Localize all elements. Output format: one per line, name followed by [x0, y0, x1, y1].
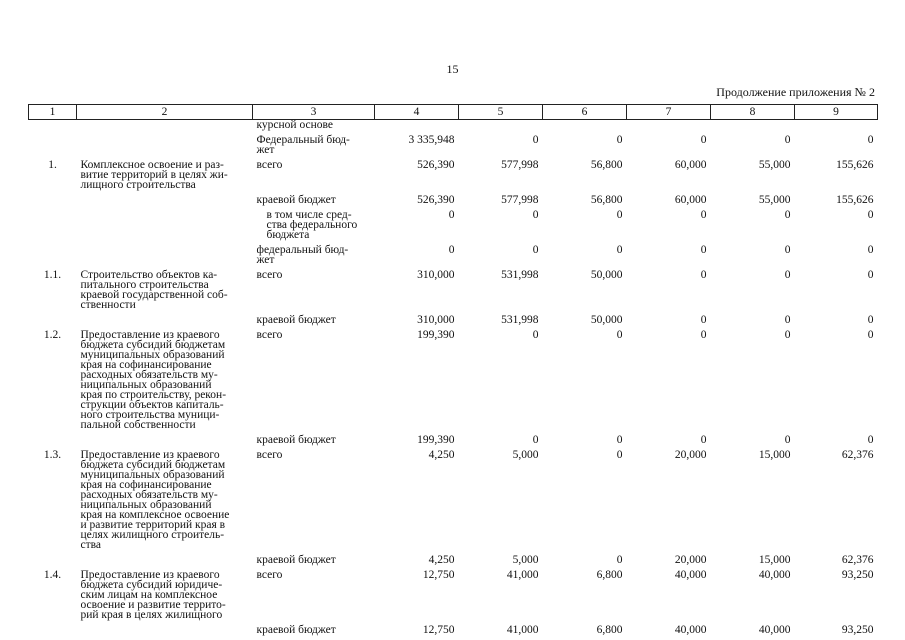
table-row [29, 445, 878, 550]
value-cell: 15,000 [758, 449, 791, 461]
value-cell: 0 [784, 134, 791, 146]
column-header: 5 [459, 105, 543, 120]
funding-source: всего [256, 329, 283, 341]
value-cell: 531,998 [501, 269, 539, 281]
value-cell: 4,250 [428, 449, 455, 461]
value-cell: 0 [784, 314, 791, 326]
value-cell: 60,000 [674, 159, 707, 171]
row-name: Комплексное освоение и раз- витие территорий в целях жи- лищного строительства [80, 159, 228, 191]
value-cell: 62,376 [841, 449, 874, 461]
row-number [29, 240, 77, 265]
row-number [29, 550, 77, 565]
row-number [29, 205, 77, 240]
value-cell [375, 120, 459, 131]
budget-table [28, 104, 878, 635]
value-cell: 62,376 [841, 554, 874, 566]
table-row [29, 310, 878, 325]
value-cell: 0 [616, 329, 623, 341]
value-cell: 0 [616, 434, 623, 446]
row-number: 1.2. [43, 329, 62, 341]
value-cell: 199,390 [417, 329, 455, 341]
value-cell: 0 [448, 209, 455, 221]
value-cell: 0 [532, 209, 539, 221]
value-cell: 310,000 [417, 314, 455, 326]
row-number [29, 130, 77, 155]
value-cell: 20,000 [674, 554, 707, 566]
value-cell: 0 [448, 244, 455, 256]
row-number [29, 430, 77, 445]
value-cell [543, 120, 627, 131]
funding-source: курсной основе [256, 119, 333, 131]
table-row [29, 265, 878, 310]
column-header: 7 [627, 105, 711, 120]
row-name: Предоставление из краевого бюджета субсидий бюджетам муниципальных образований края на софинансирование расходных обязательств му- ниципальных образований края по строительству, рекон- струкции объектов капиталь- ного строительства муници- пальной собственности [80, 329, 227, 431]
value-cell: 5,000 [512, 554, 539, 566]
page-number: 15 [446, 62, 459, 76]
funding-source: в том числе сред- ства федерального бюджета [266, 209, 358, 241]
value-cell: 12,750 [422, 569, 455, 581]
value-cell: 0 [616, 449, 623, 461]
funding-source: всего [256, 159, 283, 171]
value-cell: 0 [700, 269, 707, 281]
value-cell: 55,000 [758, 194, 791, 206]
row-name: Строительство объектов ка- питального строительства краевой государственной соб- ственности [80, 269, 228, 311]
value-cell: 41,000 [506, 624, 539, 636]
funding-source: краевой бюджет [256, 554, 336, 566]
table-row [29, 430, 878, 445]
funding-source: всего [256, 269, 283, 281]
value-cell: 0 [532, 434, 539, 446]
value-cell: 40,000 [758, 624, 791, 636]
table-row [29, 325, 878, 430]
row-name [77, 120, 253, 131]
value-cell: 0 [784, 244, 791, 256]
value-cell: 0 [616, 209, 623, 221]
table-row [29, 620, 878, 635]
value-cell: 55,000 [758, 159, 791, 171]
value-cell: 526,390 [417, 159, 455, 171]
value-cell: 40,000 [674, 569, 707, 581]
value-cell: 40,000 [758, 569, 791, 581]
value-cell: 577,998 [501, 159, 539, 171]
value-cell: 0 [532, 244, 539, 256]
column-header: 2 [77, 105, 253, 120]
value-cell: 0 [700, 329, 707, 341]
value-cell: 199,390 [417, 434, 455, 446]
value-cell: 155,626 [836, 194, 874, 206]
value-cell: 6,800 [596, 624, 623, 636]
row-number: 1.4. [43, 569, 62, 581]
value-cell: 0 [616, 554, 623, 566]
value-cell: 0 [700, 314, 707, 326]
table-row [29, 120, 878, 131]
row-number [29, 620, 77, 635]
row-name: Предоставление из краевого бюджета субсидий бюджетам муниципальных образований края на софинансирование расходных обязательств му- ниципальных образований края на комплексное освоение и развитие территорий края в целях жилищного строитель- ства [80, 449, 230, 551]
value-cell: 4,250 [428, 554, 455, 566]
value-cell: 15,000 [758, 554, 791, 566]
funding-source: Федеральный бюд- жет [256, 134, 350, 156]
table-header-row [29, 105, 878, 120]
row-name [77, 130, 253, 155]
value-cell: 41,000 [506, 569, 539, 581]
table-row [29, 240, 878, 265]
value-cell: 3 335,948 [408, 134, 455, 146]
value-cell: 6,800 [596, 569, 623, 581]
table-row [29, 205, 878, 240]
value-cell: 0 [700, 244, 707, 256]
row-name [77, 550, 253, 565]
value-cell: 0 [616, 244, 623, 256]
table-row [29, 190, 878, 205]
value-cell: 40,000 [674, 624, 707, 636]
value-cell: 50,000 [590, 314, 623, 326]
value-cell: 93,250 [841, 624, 874, 636]
value-cell: 0 [532, 134, 539, 146]
row-number [29, 120, 77, 131]
funding-source: всего [256, 449, 283, 461]
value-cell: 0 [532, 329, 539, 341]
value-cell: 526,390 [417, 194, 455, 206]
value-cell: 93,250 [841, 569, 874, 581]
value-cell: 0 [867, 434, 874, 446]
column-header: 4 [375, 105, 459, 120]
value-cell: 0 [616, 134, 623, 146]
funding-source: краевой бюджет [256, 624, 336, 636]
column-header: 6 [543, 105, 627, 120]
column-header: 9 [795, 105, 878, 120]
funding-source: федеральный бюд- жет [256, 244, 349, 266]
value-cell: 20,000 [674, 449, 707, 461]
row-number [29, 310, 77, 325]
value-cell: 5,000 [512, 449, 539, 461]
value-cell: 0 [867, 314, 874, 326]
row-name: Предоставление из краевого бюджета субсидий юридиче- ским лицам на комплексное освоение и развитие террито- рий края в целях жилищного [80, 569, 226, 621]
row-number [29, 190, 77, 205]
value-cell: 12,750 [422, 624, 455, 636]
row-name [77, 240, 253, 265]
value-cell: 310,000 [417, 269, 455, 281]
value-cell [627, 120, 711, 131]
row-number: 1.1. [43, 269, 62, 281]
row-name [77, 190, 253, 205]
value-cell: 0 [867, 134, 874, 146]
table-row [29, 130, 878, 155]
value-cell: 0 [784, 209, 791, 221]
value-cell: 0 [700, 134, 707, 146]
table-row [29, 565, 878, 620]
row-name [77, 620, 253, 635]
column-header: 8 [711, 105, 795, 120]
value-cell: 577,998 [501, 194, 539, 206]
value-cell: 0 [700, 209, 707, 221]
value-cell: 0 [700, 434, 707, 446]
value-cell: 0 [784, 329, 791, 341]
table-row [29, 550, 878, 565]
value-cell: 56,800 [590, 159, 623, 171]
value-cell: 60,000 [674, 194, 707, 206]
row-name [77, 430, 253, 445]
value-cell [795, 120, 878, 131]
value-cell: 0 [867, 244, 874, 256]
row-number: 1.3. [43, 449, 62, 461]
value-cell: 0 [784, 434, 791, 446]
value-cell [711, 120, 795, 131]
column-header: 3 [253, 105, 375, 120]
continuation-label: Продолжение приложения № 2 [716, 85, 875, 99]
row-number: 1. [48, 159, 57, 171]
funding-source: краевой бюджет [256, 434, 336, 446]
value-cell: 50,000 [590, 269, 623, 281]
funding-source: всего [256, 569, 283, 581]
funding-source: краевой бюджет [256, 194, 336, 206]
column-header: 1 [29, 105, 77, 120]
row-name [77, 205, 253, 240]
table-row [29, 155, 878, 190]
value-cell: 531,998 [501, 314, 539, 326]
row-name [77, 310, 253, 325]
table-body [29, 120, 878, 636]
value-cell: 0 [867, 209, 874, 221]
funding-source: краевой бюджет [256, 314, 336, 326]
value-cell: 0 [867, 269, 874, 281]
value-cell: 0 [867, 329, 874, 341]
value-cell: 56,800 [590, 194, 623, 206]
value-cell: 155,626 [836, 159, 874, 171]
value-cell [459, 120, 543, 131]
value-cell: 0 [784, 269, 791, 281]
